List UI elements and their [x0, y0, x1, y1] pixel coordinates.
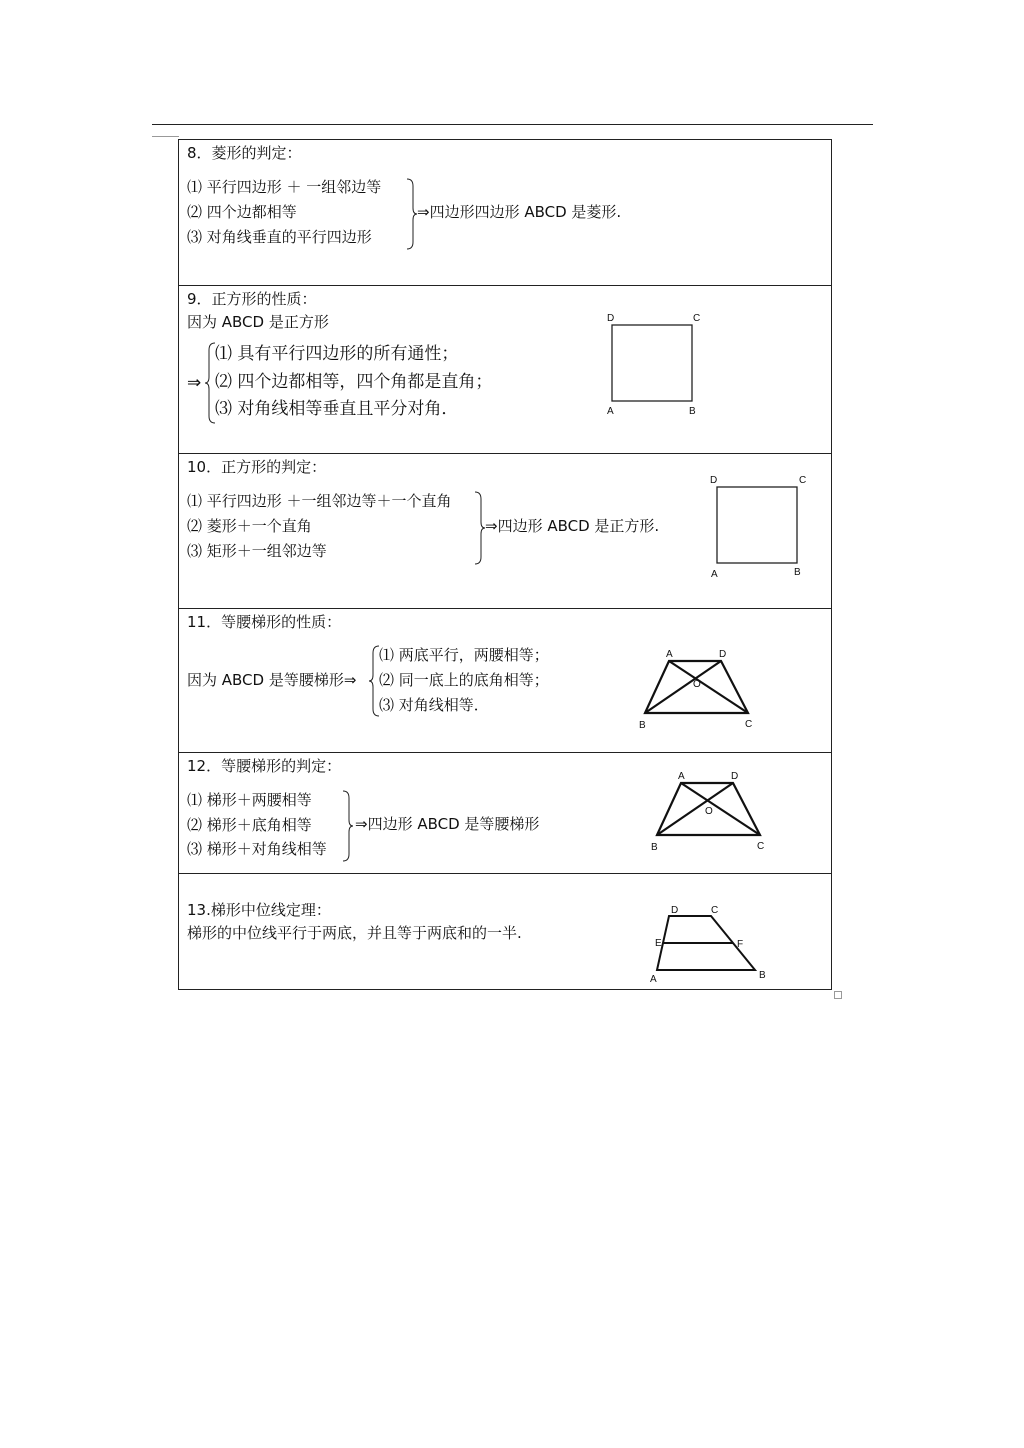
section-13-title: 13.梯形中位线定理：: [187, 901, 331, 919]
section-10-item-1: ⑴ 平行四边形 ＋一组邻边等＋一个直角: [187, 492, 452, 510]
vertex-label-d: D: [710, 475, 718, 486]
section-9-item-3: ⑶ 对角线相等垂直且平分对角．: [215, 399, 459, 419]
section-10-conclusion: ⇒四边形 ABCD 是正方形.: [485, 517, 660, 535]
section-10-item-2: ⑵ 菱形＋一个直角: [187, 517, 312, 535]
section-12-item-3: ⑶ 梯形＋对角线相等: [187, 840, 327, 858]
section-8-item-3: ⑶ 对角线垂直的平行四边形: [187, 228, 372, 246]
section-9-arrow: ⇒: [187, 373, 202, 393]
vertex-label-c: C: [799, 475, 807, 486]
vertex-label-b: B: [689, 406, 696, 417]
section-8-item-1: ⑴ 平行四边形 ＋ 一组邻边等: [187, 178, 382, 196]
section-9-title: 9．正方形的性质：: [187, 290, 317, 308]
vertex-label-a: A: [607, 406, 614, 417]
vertex-label-d: D: [671, 905, 679, 916]
vertex-label-o: O: [693, 679, 701, 690]
section-9-item-2: ⑵ 四个边都相等，四个角都是直角；: [215, 372, 493, 392]
margin-mark: [152, 136, 179, 137]
square-figure: [601, 312, 705, 418]
right-brace-icon: [405, 178, 417, 250]
section-10-item-3: ⑶ 矩形＋一组邻边等: [187, 542, 327, 560]
vertex-label-d: D: [607, 313, 615, 324]
theorem-table: [178, 139, 832, 990]
vertex-label-c: C: [757, 841, 765, 852]
square-figure: [707, 474, 811, 580]
section-11-premise: 因为 ABCD 是等腰梯形⇒: [187, 671, 357, 689]
isosceles-trapezoid-figure: [633, 647, 763, 733]
section-10: [179, 453, 831, 609]
section-8: [179, 140, 831, 285]
section-9-premise: 因为 ABCD 是正方形: [187, 313, 329, 331]
section-8-conclusion: ⇒四边形四边形 ABCD 是菱形.: [417, 203, 622, 221]
vertex-label-a: A: [666, 649, 673, 660]
section-11-item-2: ⑵ 同一底上的底角相等；: [379, 671, 549, 689]
header-rule: [152, 124, 873, 125]
vertex-label-o: O: [705, 806, 713, 817]
section-12-conclusion: ⇒四边形 ABCD 是等腰梯形: [355, 815, 540, 833]
section-13: [179, 873, 831, 990]
vertex-label-b: B: [639, 720, 646, 731]
section-8-item-2: ⑵ 四个边都相等: [187, 203, 297, 221]
section-12-item-1: ⑴ 梯形＋两腰相等: [187, 791, 312, 809]
vertex-label-d: D: [731, 771, 739, 782]
section-11: [179, 608, 831, 753]
vertex-label-a: A: [678, 771, 685, 782]
section-9: [179, 285, 831, 454]
section-13-text: 梯形的中位线平行于两底，并且等于两底和的一半.: [187, 924, 522, 942]
table-resize-handle[interactable]: [834, 991, 842, 999]
vertex-label-b: B: [759, 970, 766, 981]
section-9-item-1: ⑴ 具有平行四边形的所有通性；: [215, 344, 459, 364]
section-8-title: 8．菱形的判定：: [187, 144, 302, 162]
vertex-label-a: A: [711, 569, 718, 580]
vertex-label-c: C: [693, 313, 701, 324]
vertex-label-f: F: [737, 939, 744, 950]
section-11-item-1: ⑴ 两底平行，两腰相等；: [379, 646, 549, 664]
vertex-label-c: C: [745, 719, 753, 730]
vertex-label-e: E: [655, 938, 662, 949]
section-12-title: 12．等腰梯形的判定：: [187, 757, 342, 775]
vertex-label-d: D: [719, 649, 727, 660]
section-10-title: 10．正方形的判定：: [187, 458, 327, 476]
isosceles-trapezoid-figure: [645, 769, 775, 855]
section-12-item-2: ⑵ 梯形＋底角相等: [187, 816, 312, 834]
right-brace-icon: [341, 790, 353, 862]
section-11-title: 11．等腰梯形的性质：: [187, 613, 342, 631]
trapezoid-midline-figure: [645, 904, 775, 986]
right-brace-icon: [473, 491, 485, 565]
section-11-item-3: ⑶ 对角线相等．: [379, 696, 489, 714]
vertex-label-b: B: [651, 842, 658, 853]
vertex-label-a: A: [650, 974, 657, 985]
section-12: [179, 752, 831, 874]
vertex-label-b: B: [794, 567, 801, 578]
vertex-label-c: C: [711, 905, 719, 916]
